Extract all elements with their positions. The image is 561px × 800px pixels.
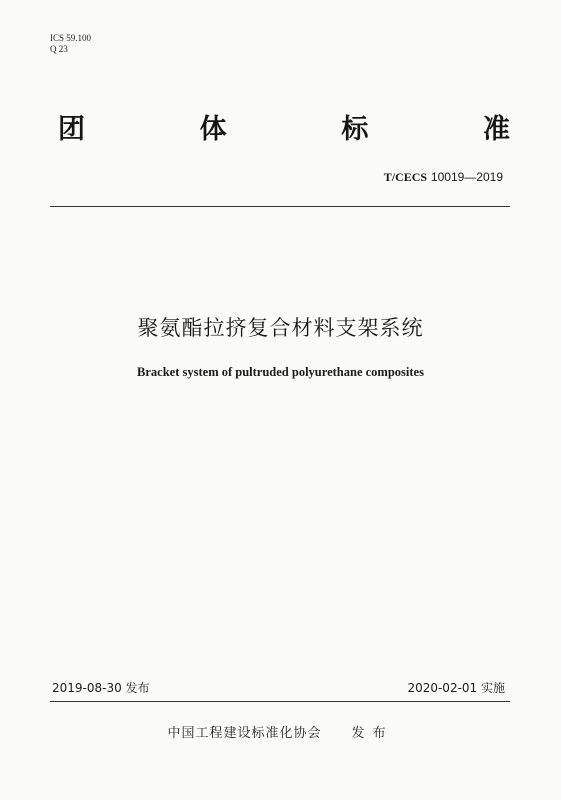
standard-type-char-4: 准 [482, 114, 510, 145]
publisher-action: 发布 [351, 726, 394, 741]
standard-type-char-3: 标 [341, 114, 369, 145]
standard-type-char-2: 体 [199, 114, 227, 145]
ics-code: ICS 59.100 [50, 33, 92, 43]
standard-number [384, 169, 503, 185]
implementation-date: 2020-02-01 实施 [407, 681, 505, 695]
issue-date: 2019-08-30 发布 [52, 681, 150, 695]
document-title-chinese: 聚氨酯拉挤复合材料支架系统 [137, 316, 424, 340]
classification-codes [50, 33, 91, 55]
top-divider [50, 206, 510, 207]
publisher-line [0, 725, 561, 743]
document-title-english: Bracket system of pultruded polyurethane composites [137, 365, 424, 379]
ccs-code: Q 23 [50, 44, 68, 54]
bottom-divider [50, 701, 510, 702]
publisher-organization: 中国工程建设标准化协会 [167, 726, 322, 741]
standard-type-heading [58, 112, 510, 148]
standard-code: T/CECS [383, 170, 428, 184]
standard-code-number: 10019—2019 [430, 170, 503, 184]
standard-type-char-1: 团 [58, 114, 85, 145]
